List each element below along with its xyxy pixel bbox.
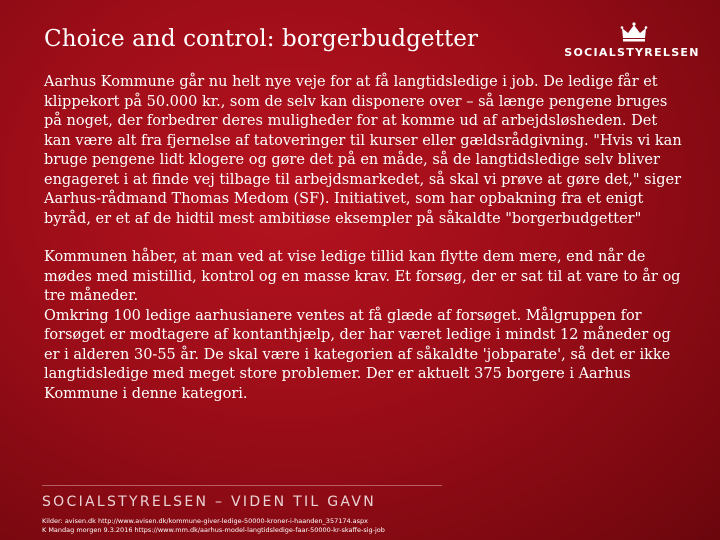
crown-icon [620,22,648,42]
paragraph-trust: Kommunen håber, at man ved at vise ledige tillid kan flytte dem mere, end når de mødes med mistillid, kontrol og en masse krav. Et forsøg, der er sat til at vare to år og tre måneder. [44,249,681,304]
slide-title: Choice and control: borgerbudgetter [44,26,479,52]
socialstyrelsen-logo [562,22,702,66]
footer-divider [42,485,442,486]
sources [42,517,702,535]
footer-tagline: SOCIALSTYRELSEN – VIDEN TIL GAVN [42,494,377,510]
logo-text: SOCIALSTYRELSEN [564,46,700,59]
source-line: Kilder: avisen.dk http://www.avisen.dk/kommune-giver-ledige-50000-kroner-i-haanden_357174.aspx [42,517,369,525]
paragraph-target-group: Omkring 100 ledige aarhusianere ventes at få glæde af forsøget. Målgruppen for forsøget er modtagere af kontanthjælp, der har været ledige i mindst 12 måneder og er i alderen 30-55 år. De skal være i kategorien af såkaldte 'jobparate', så det er ikke langtidsledige med meget store problemer. Der er aktuelt 375 borgere i Aarhus Kommune i denne kategori. [44,307,671,402]
paragraph-intro: Aarhus Kommune går nu helt nye veje for at få langtidsledige i job. De ledige får et klippekort på 50.000 kr., som de selv kan disponere over – så længe pengene bruges på noget, der forbedrer deres muligheder for at komme ud af arbejdsløsheden. Det kan være alt fra fjernelse af tatoveringer til kurser eller gældsrådgivning. "Hvis vi kan bruge pengene lidt klogere og gøre det på en måde, så de langtidsledige selv bliver engageret i at finde vej tilbage til arbejdsmarkedet, så skal vi prøve at gøre det," siger Aarhus-rådmand Thomas Medom (SF). Initiativet, som har opbakning fra et enigt byråd, er et af de hidtil mest ambitiøse eksempler på såkaldte "borgerbudgetter" [44,74,682,227]
body-text [44,73,684,404]
source-line: K Mandag morgen 9.3.2016 https://www.mm.dk/aarhus-model-langtidsledige-faar-50000-kr-skaffe-sig-job [42,526,385,534]
